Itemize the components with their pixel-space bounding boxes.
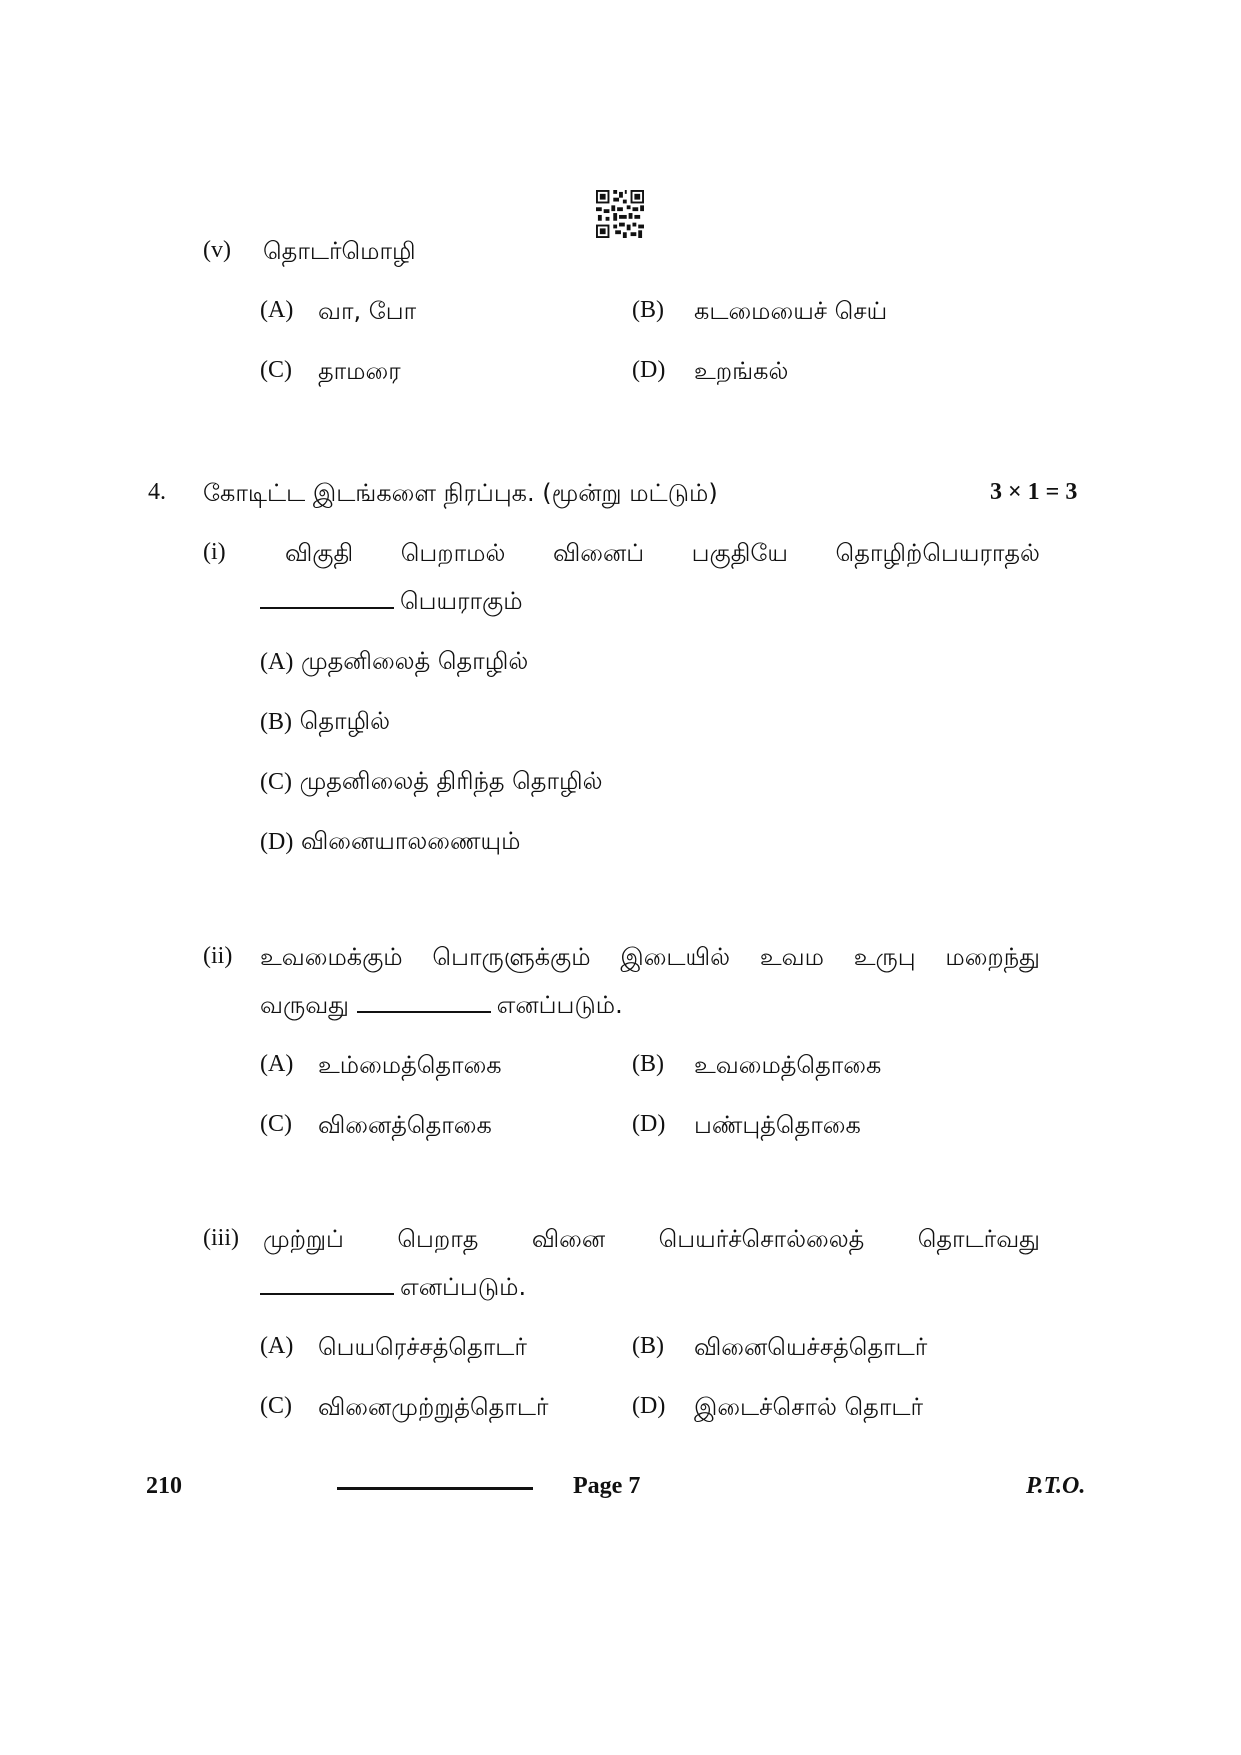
question-number: (v)	[203, 237, 231, 263]
option-item	[260, 827, 520, 858]
option-label: (D)	[632, 357, 666, 383]
option-label: (D)	[632, 1393, 666, 1419]
question-line	[285, 539, 1040, 570]
option-text: வினைமுற்றுத்தொடர்	[318, 1393, 549, 1421]
word: இடையில்	[620, 943, 731, 971]
word: பொருளுக்கும்	[432, 943, 591, 971]
option-label: (A)	[260, 1051, 294, 1077]
option-label: (B)	[260, 709, 292, 735]
word: பெறாமல்	[400, 539, 506, 567]
question-number: (iii)	[203, 1225, 239, 1251]
option-text: உவமைத்தொகை	[694, 1051, 882, 1079]
fill-blank	[260, 605, 394, 609]
question-text: வருவது	[260, 991, 349, 1019]
pto-label: P.T.O.	[1026, 1473, 1086, 1499]
option-text: தாமரை	[318, 357, 401, 385]
option-label: (B)	[632, 1333, 664, 1359]
question-text: பெயராகும்	[400, 587, 523, 615]
option-label: (A)	[260, 649, 294, 675]
option-label: (C)	[260, 769, 292, 795]
option-text: வினைத்தொகை	[318, 1111, 492, 1139]
question-number: (i)	[203, 539, 226, 565]
option-text: வினையாலணையும்	[300, 827, 521, 855]
option-label: (C)	[260, 357, 292, 383]
question-text: தொடர்மொழி	[263, 237, 416, 265]
word: முற்றுப்	[263, 1225, 344, 1253]
word: பெறாத	[397, 1225, 479, 1253]
word: பெயர்ச்சொல்லைத்	[658, 1225, 865, 1253]
word: மறைந்து	[945, 943, 1040, 971]
word: வினைப்	[552, 539, 645, 567]
word: தொழிற்பெயராதல்	[835, 539, 1040, 567]
question-line	[260, 587, 523, 618]
option-text: வினையெச்சத்தொடர்	[694, 1333, 928, 1361]
option-label: (D)	[632, 1111, 666, 1137]
option-text: தொழில்	[299, 707, 391, 735]
option-label: (B)	[632, 297, 664, 323]
option-label: (A)	[260, 297, 294, 323]
option-item	[260, 647, 528, 678]
word: உருபு	[853, 943, 916, 971]
option-text: முதனிலைத் திரிந்த தொழில்	[299, 767, 603, 795]
option-item	[260, 767, 603, 798]
option-label: (C)	[260, 1111, 292, 1137]
marks: 3 × 1 = 3	[990, 479, 1078, 505]
question-line	[260, 943, 1040, 974]
option-text: இடைச்சொல் தொடர்	[694, 1393, 923, 1421]
option-text: கடமையைச் செய்	[694, 297, 888, 325]
option-item	[260, 707, 390, 738]
word: வினை	[531, 1225, 606, 1253]
question-text: எனப்படும்.	[400, 1273, 527, 1301]
word: தொடர்வது	[917, 1225, 1040, 1253]
option-text: வா, போ	[318, 297, 417, 325]
option-label: (C)	[260, 1393, 292, 1419]
question-line	[260, 991, 623, 1022]
option-label: (D)	[260, 829, 294, 855]
fill-blank	[357, 1009, 491, 1013]
question-text: எனப்படும்.	[496, 991, 623, 1019]
word: விகுதி	[285, 539, 354, 567]
question-line	[260, 1273, 526, 1304]
option-text: முதனிலைத் தொழில்	[300, 647, 529, 675]
word: உவம	[759, 943, 824, 971]
question-number: 4.	[148, 479, 166, 505]
option-text: உறங்கல்	[694, 357, 789, 385]
page-number: Page 7	[573, 1473, 641, 1499]
fill-blank	[260, 1291, 394, 1295]
option-label: (B)	[632, 1051, 664, 1077]
option-text: பெயரெச்சத்தொடர்	[318, 1333, 527, 1361]
option-text: பண்புத்தொகை	[694, 1111, 861, 1139]
question-number: (ii)	[203, 943, 233, 969]
qr-code-icon	[596, 190, 644, 238]
question-line	[263, 1225, 1040, 1256]
word: பகுதியே	[691, 539, 788, 567]
word: உவமைக்கும்	[260, 943, 403, 971]
paper-code: 210	[146, 1473, 182, 1499]
footer-rule	[337, 1487, 533, 1490]
question-instruction: கோடிட்ட இடங்களை நிரப்புக. (மூன்று மட்டும்)	[203, 479, 718, 507]
option-text: உம்மைத்தொகை	[318, 1051, 502, 1079]
option-label: (A)	[260, 1333, 294, 1359]
